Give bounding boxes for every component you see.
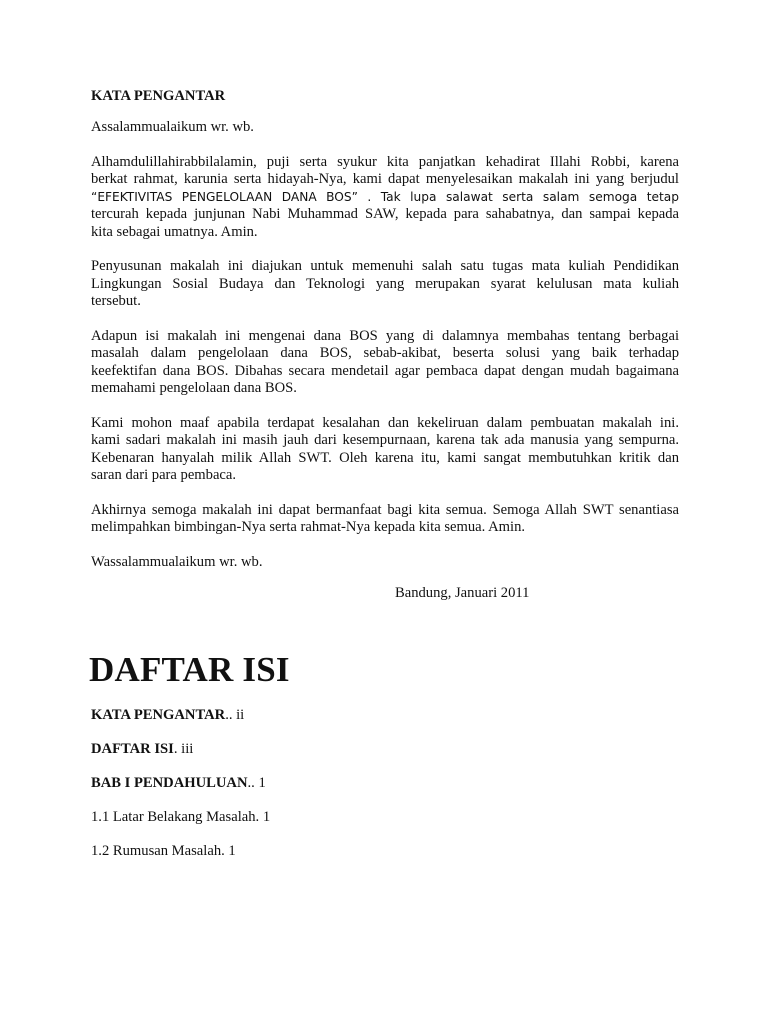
paragraph-4-line-3: Kebenaran hanyalah milik Allah SWT. Oleh karena itu, kami sangat membutuhkan kritik dan [91,449,679,466]
place-date: Bandung, Januari 2011 [395,585,530,601]
greeting-text: Assalammualaikum wr. wb. [91,119,254,135]
toc-entry [91,775,679,792]
toc-entry-label: DAFTAR ISI [91,741,174,757]
paragraph-3-line-1: Adapun isi makalah ini mengenai dana BOS yang di dalamnya membahas tentang berbagai [91,327,679,344]
document-content [91,88,679,877]
daftar-isi-title: DAFTAR ISI [89,650,290,689]
paragraph-1 [91,154,679,242]
paragraph-1-line-5: kita sebagai umatnya. Amin. [91,223,258,240]
closing-text: Wassalammualaikum wr. wb. [91,553,263,570]
paragraph-2-line-1: Penyusunan makalah ini diajukan untuk memenuhi salah satu tugas mata kuliah Pendidikan [91,258,679,274]
paragraph-1-line-4: tercurah kepada junjunan Nabi Muhammad SAW, kepada para sahabatnya, dan sampai kepada [91,206,679,222]
paragraph-5-line-1: Akhirnya semoga makalah ini dapat bermanfaat bagi kita semua. Semoga Allah SWT senantiasa [91,501,679,518]
paragraph-4-line-2: kami sadari makalah ini masih jauh dari kesempurnaan, karena tak ada manusia yang sempurna. [91,432,679,448]
paragraph-2-line-2: Lingkungan Sosial Budaya dan Teknologi yang merupakan syarat kelulusan mata kuliah [91,275,679,292]
toc-entry-label: 1.2 Rumusan Masalah. 1 [91,843,236,859]
kata-pengantar-heading: KATA PENGANTAR [91,88,226,104]
paragraph-3-line-4: memahami pengelolaan dana BOS. [91,380,297,396]
paragraph-3-line-2: masalah dalam pengelolaan dana BOS, sebab-akibat, beserta solusi yang baik terhadap [91,345,679,361]
paragraph-4-line-4: saran dari para pembaca. [91,467,237,483]
table-of-contents [91,707,679,860]
toc-entry [91,741,679,758]
paragraph-5-line-2: melimpahkan bimbingan-Nya serta rahmat-Nya kepada kita semua. Amin. [91,519,526,535]
toc-entry-page: .. 1 [247,775,266,791]
toc-entry-label: KATA PENGANTAR [91,707,226,723]
paragraph-4 [91,415,679,485]
toc-entry-label: 1.1 Latar Belakang Masalah. 1 [91,809,271,825]
toc-entry-page: . iii [173,741,194,757]
toc-entry-page: .. ii [225,707,245,723]
paper-title-quote: “EFEKTIVITAS PENGELOLAAN DANA BOS” . Tak lupa salawat serta salam semoga tetap [91,189,679,204]
paragraph-3-line-3: keefektifan dana BOS. Dibahas secara mendetail agar pembaca dapat dengan mudah bagaimana [91,362,679,379]
paragraph-4-line-1: Kami mohon maaf apabila terdapat kesalahan dan kekeliruan dalam pembuatan makalah ini. [91,414,679,431]
paragraph-5 [91,502,679,537]
toc-entry [91,809,679,826]
toc-entry-label: BAB I PENDAHULUAN [91,775,248,791]
toc-entry [91,707,679,724]
paragraph-3 [91,328,679,398]
paragraph-2 [91,258,679,311]
paragraph-2-line-3: tersebut. [91,293,141,309]
paragraph-1-line-1: Alhamdulillahirabbilalamin, puji serta syukur kita panjatkan kehadirat Illahi Robbi, karena [91,153,679,170]
toc-entry [91,843,679,860]
paragraph-1-line-2: berkat rahmat, karunia serta hidayah-Nya, kami dapat menyelesaikan makalah ini yang berjudul [91,171,679,187]
